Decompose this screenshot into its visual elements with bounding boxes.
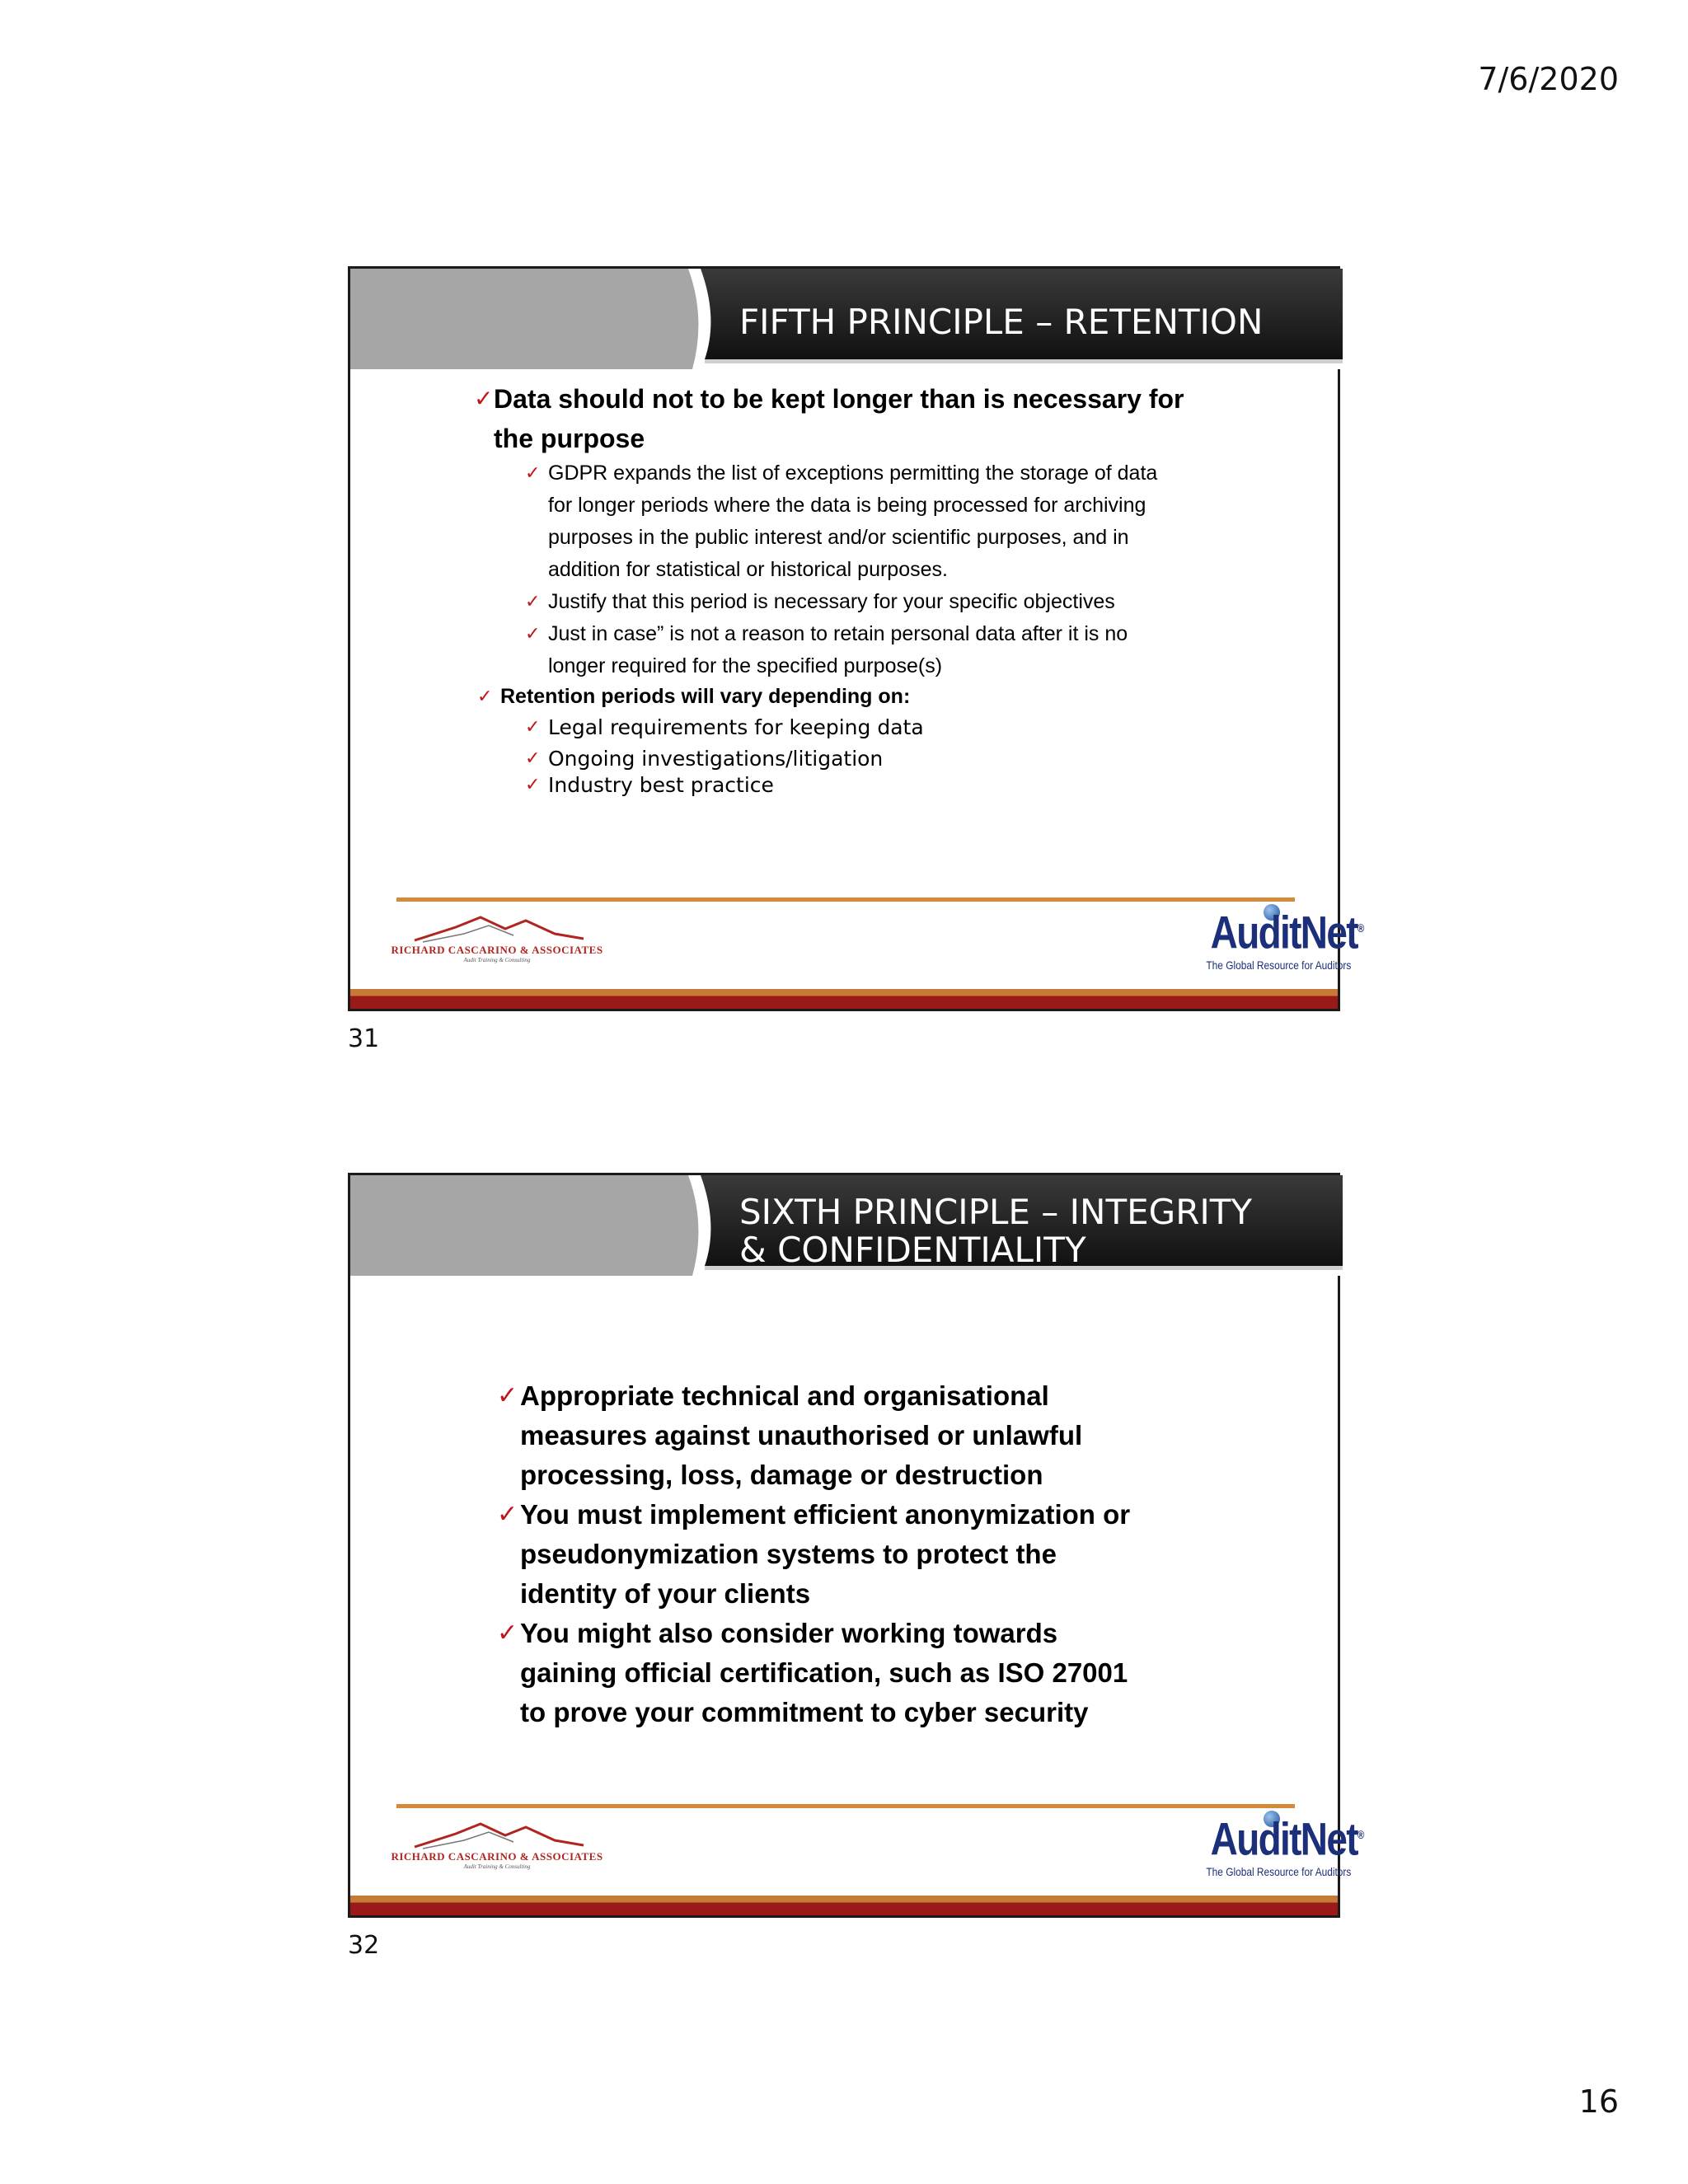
mountain-logo-icon <box>390 909 604 945</box>
list-item: ✓ Legal requirements for keeping data <box>525 714 924 745</box>
checkmark-icon: ✓ <box>497 1619 518 1647</box>
list-item: ✓ Appropriate technical and organisational measures against unauthorised or unlawful processing, loss, damage or destruction <box>497 1376 1206 1495</box>
footer-divider <box>396 1804 1295 1808</box>
list-item: ✓ Just in case” is not a reason to retain personal data after it is no longer required for the specified purpose(s) <box>525 618 1226 682</box>
list-item: ✓ GDPR expands the list of exceptions permitting the storage of data for longer periods where the data is being processed for archiving purposes in the public interest and/or scientific purposes, and in addition for statistical or historical purposes. <box>525 457 1226 586</box>
list-item: ✓ Ongoing investigations/litigation <box>525 745 924 771</box>
list-item: ✓ You must implement efficient anonymization or pseudonymization systems to protect the identity of your clients <box>497 1495 1206 1614</box>
slide-footer <box>350 1804 1363 1915</box>
main-bullet: ✓ Data should not to be kept longer than is necessary for the purpose <box>474 379 1232 458</box>
page-number: 16 <box>1578 2083 1619 2120</box>
checkmark-icon: ✓ <box>525 748 541 769</box>
slide-32 <box>348 1173 1363 1918</box>
checkmark-icon: ✓ <box>497 1381 518 1410</box>
checkmark-icon: ✓ <box>474 385 494 412</box>
checkmark-icon: ✓ <box>525 624 541 644</box>
footer-divider <box>396 898 1295 902</box>
checkmark-icon: ✓ <box>477 687 493 707</box>
checkmark-icon: ✓ <box>525 775 541 795</box>
rca-logo: RICHARD CASCARINO & ASSOCIATES Audit Training & Consulting <box>390 909 604 968</box>
slide-footer <box>350 898 1363 1009</box>
slide-31 <box>348 266 1363 1011</box>
mountain-logo-icon <box>390 1816 604 1852</box>
slide-header <box>350 269 1338 369</box>
retention-list <box>525 714 924 799</box>
auditnet-logo: AuditNet® The Global Resource for Auditors <box>1184 1809 1329 1885</box>
page-date: 7/6/2020 <box>1478 61 1619 97</box>
footer-band <box>350 1896 1338 1915</box>
auditnet-logo: AuditNet® The Global Resource for Auditors <box>1184 902 1329 978</box>
footer-band <box>350 989 1338 1009</box>
sub-bullet-list <box>525 457 1226 682</box>
slide-title: FIFTH PRINCIPLE – RETENTION <box>739 302 1264 342</box>
slide-title: SIXTH PRINCIPLE – INTEGRITY & CONFIDENTIALITY <box>739 1192 1253 1270</box>
checkmark-icon: ✓ <box>525 463 541 484</box>
checkmark-icon: ✓ <box>497 1500 518 1529</box>
slide-number: 32 <box>348 1931 380 1960</box>
rca-logo: RICHARD CASCARINO & ASSOCIATES Audit Training & Consulting <box>390 1816 604 1875</box>
bullet-list <box>497 1376 1206 1732</box>
list-item: ✓ Justify that this period is necessary for your specific objectives <box>525 586 1226 618</box>
slide-header <box>350 1175 1338 1276</box>
list-item: ✓ You might also consider working towards gaining official certification, such as ISO 27001 to prove your commitment to cyber security <box>497 1614 1206 1732</box>
list-item: ✓ Industry best practice <box>525 771 924 799</box>
slide-number: 31 <box>348 1024 380 1053</box>
checkmark-icon: ✓ <box>525 592 541 612</box>
checkmark-icon: ✓ <box>525 717 541 738</box>
retention-heading: ✓ Retention periods will vary depending on: <box>477 681 910 713</box>
